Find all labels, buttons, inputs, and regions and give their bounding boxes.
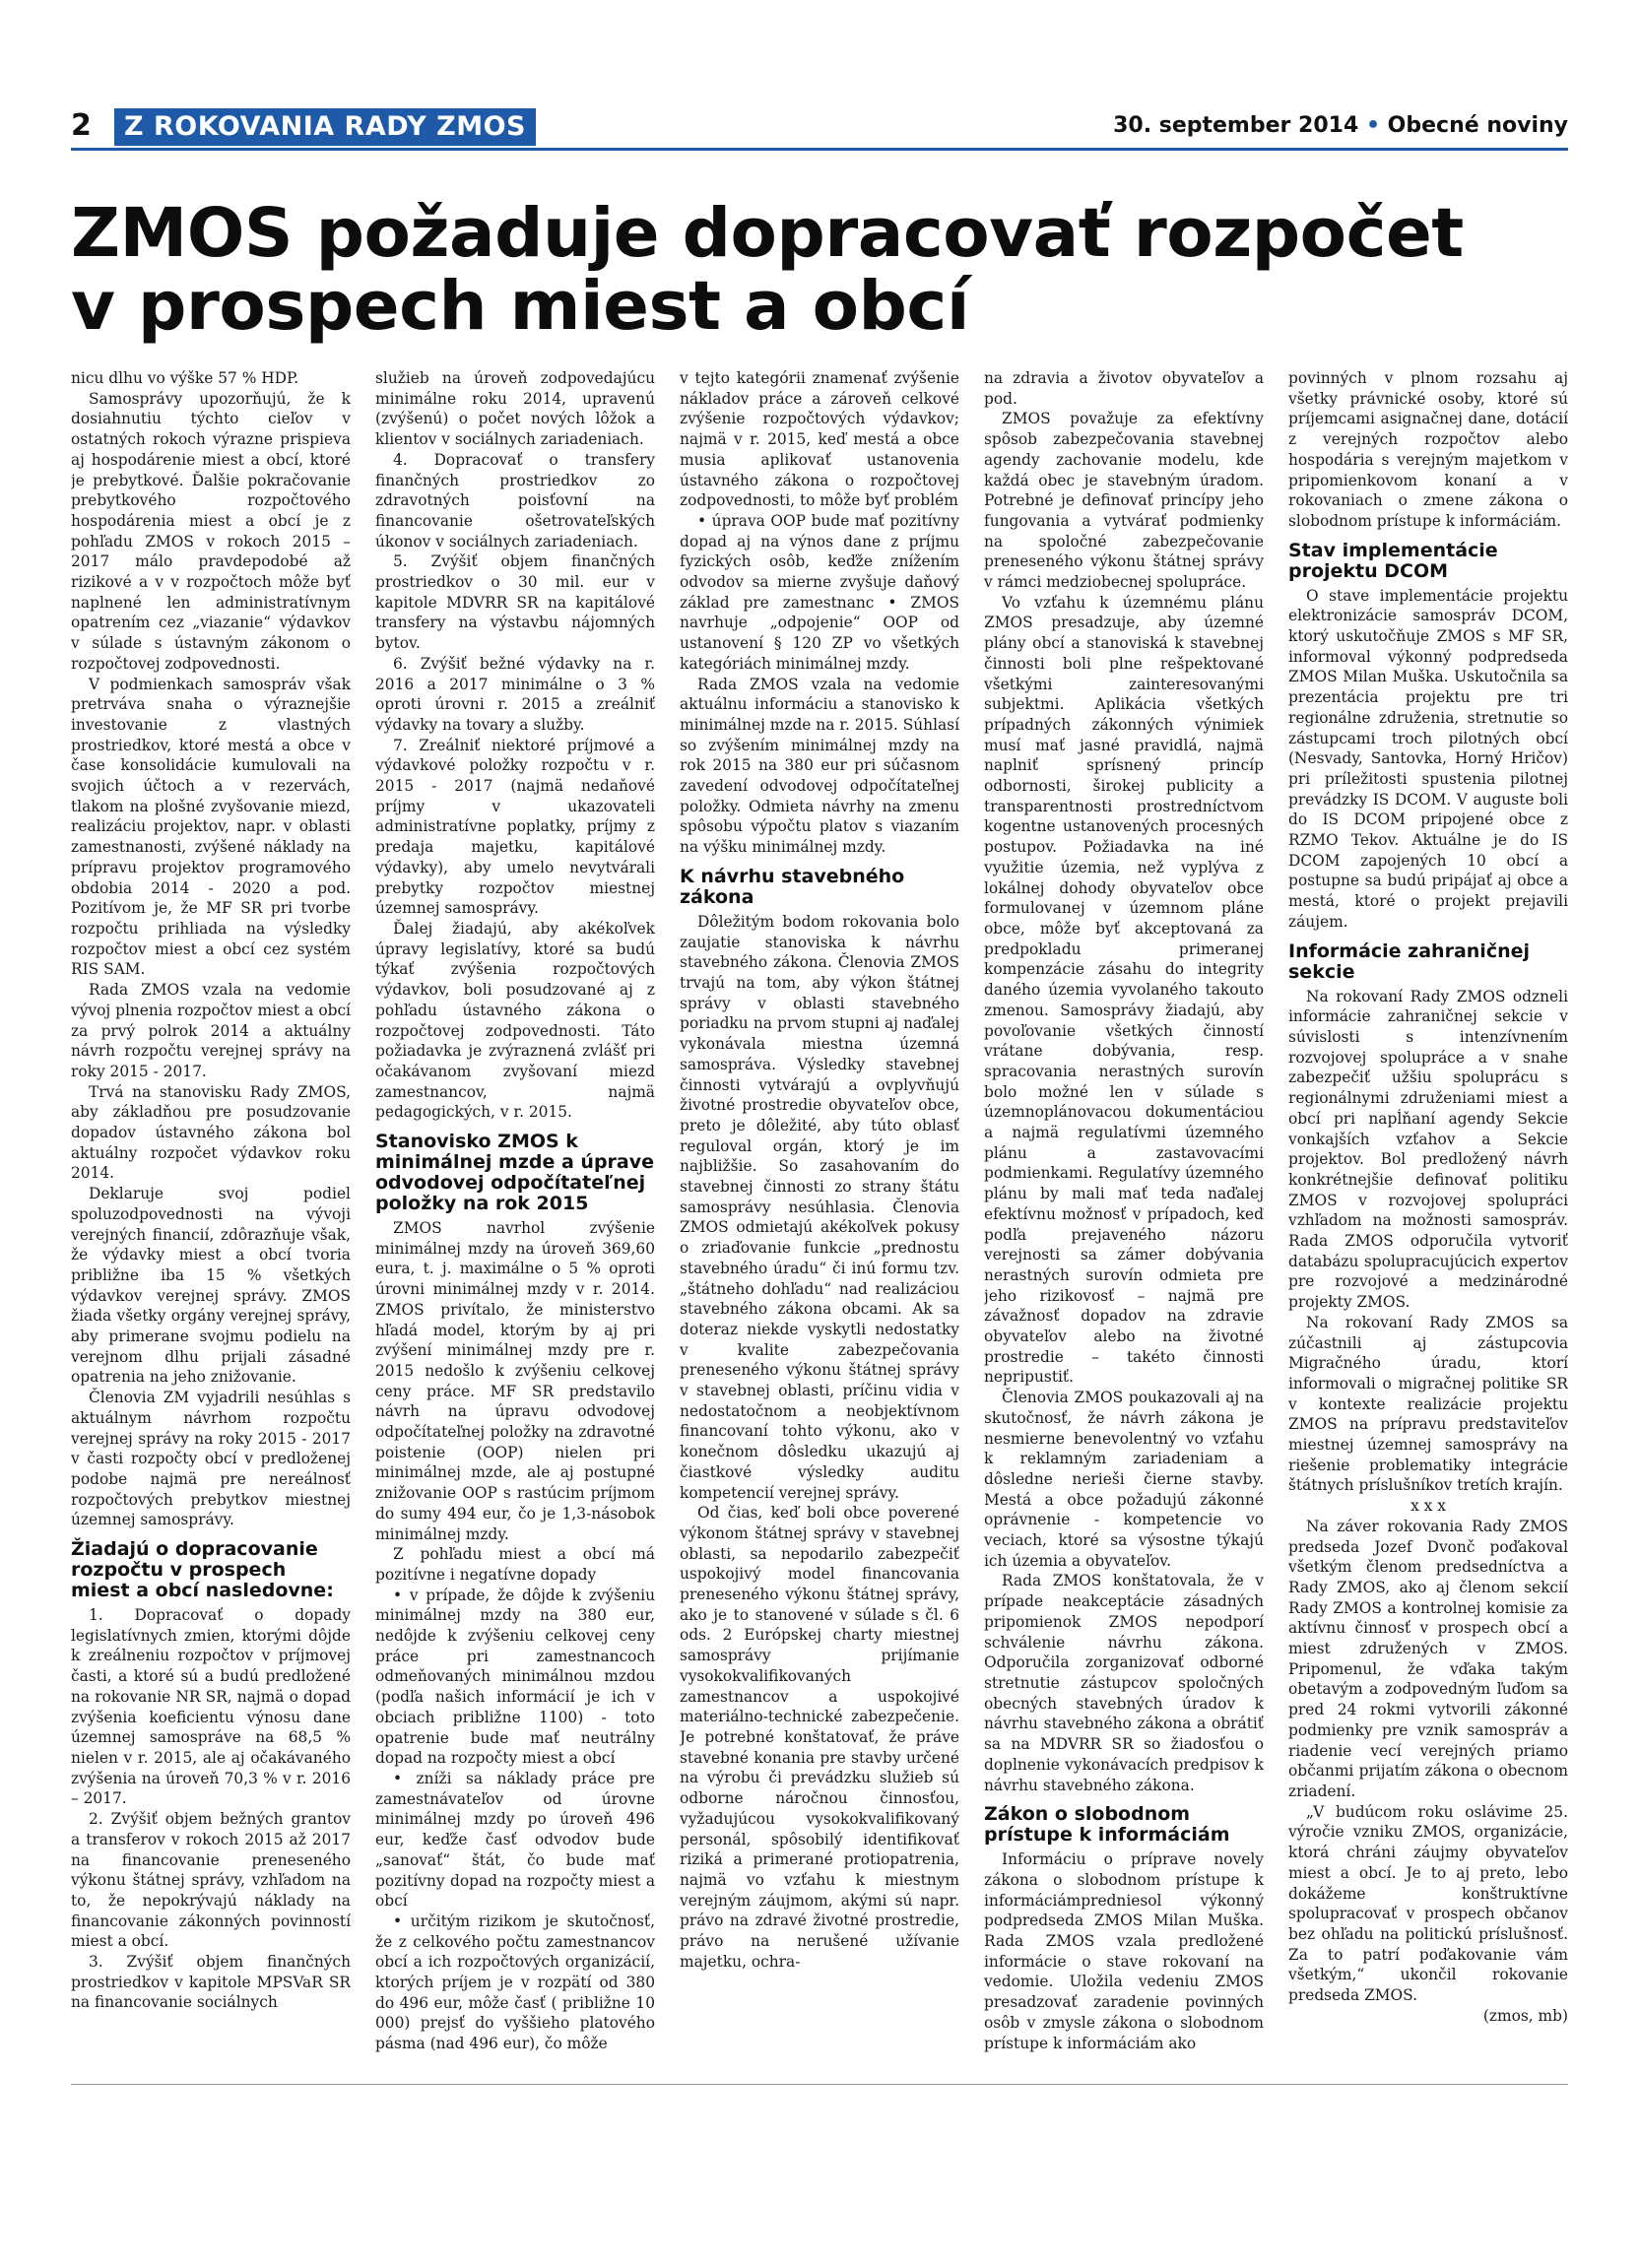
subheading: Stanovisko ZMOS k minimálnej mzde a úprave odvodovej odpočítateľnej položky na rok 2015 <box>375 1131 655 1215</box>
paragraph: na zdravia a životov obyvateľov a pod. <box>984 369 1264 408</box>
paragraph: Od čias, keď boli obce poverené výkonom štátnej správy v stavebnej oblasti, sa nepodarilo zabezpečiť uspokojivý model financovania preneseného výkonu štátnej správy, ako je to stanovené v súlade s čl. 6 ods. 2 Európskej charty miestnej samosprávy prijímanie vysokokvalifikovaných zamestnancov a uspokojivé materiálno-technické zabezpečenie. Je potrebné konštatovať, že práve stavebné konania pre stavby určené na výrobu či prevádzku služieb sú odborne náročnou činnosťou, vyžadujúcou vysokokvalifikovaný personál, spôsobilý identifikovať riziká a primerané protiopatrenia, najmä vo vzťahu k miestnym verejným záujmom, akými sú napr. právo na zdravé životné prostredie, právo na nerušené užívanie majetku, ochra- <box>680 1504 959 1971</box>
paragraph: Ďalej žiadajú, aby akékoľvek úpravy legislatívy, ktoré sa budú týkať zvýšenia rozpočtových výdavkov, boli posudzované aj z pohľadu ústavného zákona o rozpočtovej zodpovednosti. Táto požiadavka je zvýraznená zvlášť pri očakávanom zvyšovaní miezd zamestnancov, najmä pedagogických, v r. 2015. <box>375 919 655 1122</box>
paragraph: ZMOS považuje za efektívny spôsob zabezpečovania stavebnej agendy zachovanie modelu, kde každá obec je stavebným úradom. Potrebné je definovať princípy jeho fungovania a vytvárať podmienky na spoločné zabezpečovanie preneseného výkonu štátnej správy v rámci medziobecnej spolupráce. <box>984 410 1264 592</box>
paragraph: Dôležitým bodom rokovania bolo zaujatie stanoviska k návrhu stavebného zákona. Členovia ZMOS trvajú na tom, aby výkon štátnej správy v oblasti stavebného poriadku na prvom stupni aj naďalej vykonávala miestna územná samospráva. Výsledky stavebnej činnosti vytvárajú a ovplyvňujú životné prostredie obyvateľov obce, preto je dôležité, aby túto oblasť reguloval orgán, ktorý je im najbližšie. So zasahovaním do stavebnej činnosti zo strany štátu samosprávy nesúhlasia. Členovia ZMOS odmietajú akékoľvek pokusy o zriaďovanie funkcie „prednostu stavebného úradu“ či inú formu tzv. „štátneho dohľadu“ nad realizáciou stavebného zákona obcami. Ak sa doteraz niekde vyskytli nedostatky v kvalite zabezpečovania preneseného výkonu štátnej správy v stavebnej oblasti, príčinu vidia v nedostatočnom a neobjektívnom financovaní tohto výkonu, ako v konečnom dôsledku ukazujú aj čiastkové výsledky auditu kompetencií verejnej správy. <box>680 912 959 1502</box>
paragraph: „V budúcom roku oslávime 25. výročie vzniku ZMOS, organizácie, ktorá chráni záujmy obyvateľov miest a obcí. Je to aj preto, lebo dokážeme konštruktívne spolupracovať v prospech občanov bez ohľadu na politickú príslušnosť. Za to patrí poďakovanie vám všetkým,“ ukončil rokovanie predseda ZMOS. <box>1288 1802 1568 2005</box>
paragraph: • určitým rizikom je skutočnosť, že z celkového počtu zamestnancov obcí a ich rozpočtových organizácií, ktorých príjem je v rozpätí od 380 do 496 eur, môže časť ( približne 10 000) prejsť do vyššieho platového pásma (nad 496 eur), čo môže <box>375 1912 655 2053</box>
section-label: Z ROKOVANIA RADY ZMOS <box>114 108 536 146</box>
issue-date: 30. september 2014 <box>1113 113 1359 138</box>
subheading: Žiadajú o dopracovanie rozpočtu v prospech miest a obcí nasledovne: <box>71 1538 334 1602</box>
paragraph: 5. Zvýšiť objem finančných prostriedkov o 30 mil. eur v kapitole MDVRR SR na kapitálové transfery na výstavbu nájomných bytov. <box>375 552 655 653</box>
paragraph: služieb na úroveň zodpovedajúcu minimálne roku 2014, upravenú (zvýšenú) o počet nových lôžok a klientov v sociálnych zariadeniach. <box>375 369 655 449</box>
paragraph: 3. Zvýšiť objem finančných prostriedkov v kapitole MPSVaR SR na financovanie sociálnych <box>71 1953 351 2012</box>
paragraph: Na rokovaní Rady ZMOS odzneli informácie zahraničnej sekcie v súvislosti s intenzívnením rozvojovej spolupráce a v snahe zabezpečiť užšiu spoluprácu s regionálnymi združeniami miest a obcí pri napĺňaní agendy Sekcie vonkajších vzťahov a Sekcie projektov. Bol predložený návrh konkrétnejšie definovať politiku ZMOS v rozvojovej spolupráci vzhľadom na možnosti samospráv. Rada ZMOS odporučila vytvoriť databázu spolupracujúcich expertov pre rozvojové a medzinárodné projekty ZMOS. <box>1288 987 1568 1312</box>
paragraph: Členovia ZM vyjadrili nesúhlas s aktuálnym návrhom rozpočtu verejnej správy na roky 2015 - 2017 v časti rozpočty obcí v predloženej podobe najmä pre nereálnosť rozpočtových prebytkov miestnej územnej samosprávy. <box>71 1389 351 1529</box>
headline-line-2: v prospech miest a obcí <box>71 267 969 346</box>
paragraph: Na záver rokovania Rady ZMOS predseda Jozef Dvonč poďakoval všetkým členom predsedníctva a Rady ZMOS, ako aj členom sekcií Rady ZMOS a kontrolnej komisie za aktívnu činnosť v prospech obcí a miest združených v ZMOS. Pripomenul, že vďaka takým obetavým a zodpovedným ľuďom sa pred 24 rokmi vytvorili zákonné podmienky pre vznik samospráv a riadenie vecí verejných priamo občanmi prijatím zákona o obecnom zriadení. <box>1288 1517 1568 1800</box>
paragraph: Vo vzťahu k územnému plánu ZMOS presadzuje, aby územné plány obcí a stanoviská k stavebnej činnosti boli plne rešpektované všetkými zainteresovanými subjektmi. Aplikácia všetkých prípadných zákonných výnimiek musí mať jasné pravidlá, najmä naplniť sprísnený princíp odbornosti, širokej publicity a transparentnosti prostredníctvom kogentne ustanovených procesných postupov. Požiadavka na iné využitie územia, než vyplýva z lokálnej dohody obyvateľov obce formulovanej v územnom pláne obce, môže byť akceptovaná za predpokladu primeranej kompenzácie zásahu do integrity daného územia vyvolaného takouto zmenou. Samosprávy žiadajú, aby povoľovanie všetkých činností vrátane dobývania, resp. spracovania nerastných surovín bolo možné len v súlade s územnoplánovacou dokumentáciou a najmä regulatívmi územného plánu a zastavovacími podmienkami. Regulatívy územného plánu by mali mať teda naďalej efektívnu možnosť v prípadoch, keď podľa prejaveného názoru verejnosti sa zámer dobývania nerastných surovín odmieta pre jeho rizikovosť – najmä pre závažnosť dopadov na zdravie obyvateľov alebo na životné prostredie – takéto činnosti nepripustiť. <box>984 593 1264 1387</box>
paragraph: • úprava OOP bude mať pozitívny dopad aj na výnos dane z príjmu fyzických osôb, keďže znížením odvodov sa mierne zvyšuje daňový základ pre zamestnanc • ZMOS navrhuje „odpojenie“ OOP od ustanovení § 120 ZP vo všetkých kategóriách minimálnej mzdy. <box>680 511 959 673</box>
publication-name: Obecné noviny <box>1387 113 1568 138</box>
subheading: K návrhu stavebného zákona <box>680 865 905 908</box>
paragraph: nicu dlhu vo výške 57 % HDP. <box>71 369 299 387</box>
paragraph: Rada ZMOS vzala na vedomie aktuálnu informáciu a stanovisko k minimálnej mzde na r. 2015. Súhlasí so zvýšením minimálnej mzdy na rok 2015 na 380 eur pri súčasnom zavedení odvodovej odpočítateľnej položky. Odmieta návrhy na zmenu spôsobu výpočtu platov s viazaním na výšku minimálnej mzdy. <box>680 675 959 857</box>
article-headline <box>71 194 1568 346</box>
page-number: 2 <box>71 108 92 143</box>
page-header <box>71 106 1568 146</box>
paragraph: 6. Zvýšiť bežné výdavky na r. 2016 a 2017 minimálne o 3 % oproti úrovni r. 2015 a zreálniť výdavky na tovary a služby. <box>375 654 655 734</box>
paragraph: Na rokovaní Rady ZMOS sa zúčastnili aj zástupcovia Migračného úradu, ktorí informovali o migračnej politike SR v kontexte realizácie projektu ZMOS na prípravu predstaviteľov miestnej územnej samosprávy na riešenie problematiky integrácie štátnych príslušníkov tretích krajín. <box>1288 1313 1568 1495</box>
headline-line-1: ZMOS požaduje dopracovať rozpočet <box>71 194 1464 273</box>
paragraph: Samosprávy upozorňujú, že k dosiahnutiu týchto cieľov v ostatných rokoch výrazne prispieva aj hospodárenie miest a obcí, ktoré je prebytkové. Ďalšie pokračovanie prebytkového rozpočtového hospodárenia miest a obcí je z pohľadu ZMOS v rokoch 2015 – 2017 málo pravdepodobé až rizikové a v v rozpočtoch môže byť naplnené len administratívnym opatrením cez „viazanie“ výdavkov v súlade s ústavným zákonom o rozpočtovej zodpovednosti. <box>71 389 351 673</box>
issue-info <box>1113 106 1568 146</box>
byline: (zmos, mb) <box>1482 2006 1568 2025</box>
text-column-3 <box>680 368 959 2077</box>
paragraph: Deklaruje svoj podiel spoluzodpovednosti na vývoji verejných financií, zdôrazňuje však, že výdavky miest a obcí tvoria približne iba 15 % všetkých výdavkov verejnej správy. ZMOS žiada všetky orgány verejnej správy, aby primerane svojmu podielu na verejnom dlhu prijali zásadné opatrenia na jeho znižovanie. <box>71 1185 351 1387</box>
paragraph: Z pohľadu miest a obcí má pozitívne i negatívne dopady <box>375 1545 655 1584</box>
separator-dot: • <box>1365 113 1380 138</box>
paragraph: 1. Dopracovať o dopady legislatívnych zmien, ktorými dôjde k zreálneniu rozpočtov v príjmovej časti, a ktoré sú a budú predložené na rokovanie NR SR, najmä o dopad zvýšenia koeficientu výnosu dane územnej samospráve na 68,5 % nielen v r. 2015, ale aj očakávaného zvýšenia na úroveň 70,3 % v r. 2016 – 2017. <box>71 1606 351 1808</box>
paragraph: 2. Zvýšiť objem bežných grantov a transferov v rokoch 2015 až 2017 na financovanie preneseného výkonu štátnej správy, vzhľadom na to, že nepokrývajú náklady na financovanie zákonných povinností miest a obcí. <box>71 1810 351 1951</box>
paragraph: O stave implementácie projektu elektronizácie samospráv DCOM, ktorý uskutočňuje ZMOS s MF SR, informoval výkonný podpredseda ZMOS Milan Muška. Uskutočnila sa prezentácia projektu pre tri regionálne združenia, stretnutie so zástupcami troch pilotných obcí (Nesvady, Santovka, Horný Hričov) pri príležitosti spustenia pilotnej prevádzky IS DCOM. V auguste boli do IS DCOM pripojené obce z RZMO Tekov. Aktuálne je do IS DCOM zapojených 10 obcí a postupne sa budú pripájať aj obce a mestá, ktoré o projekt prejavili záujem. <box>1288 586 1568 931</box>
paragraph: 7. Zreálniť niektoré príjmové a výdavkové položky rozpočtu v r. 2015 - 2017 (najmä nedaňové príjmy v ukazovateli administratívne poplatky, príjmy z predaja majetku, kapitálové výdavky), aby umelo nevytvárali prebytky rozpočtov miestnej územnej samosprávy. <box>375 736 655 918</box>
paragraph: Členovia ZMOS poukazovali aj na skutočnosť, že návrh zákona je nesmierne benevolentný vo vzťahu k reklamným zariadeniam a dôsledne nerieši čierne stavby. Mestá a obce požadujú zákonné oprávnenie - kompetencie vo veciach, ktoré sa výsostne týkajú ich územia a obyvateľov. <box>984 1389 1264 1570</box>
paragraph: V podmienkach samospráv však pretrváva snaha o výraznejšie investovanie z vlastných prostriedkov, ktoré mestá a obce v čase konsolidácie kumulovali na svojich účtoch a v rezervách, tlakom na plošné zvyšovanie miezd, realizáciu projektov, napr. v oblasti zamestnanosti, zvýšené náklady na prípravu projektov programového obdobia 2014 - 2020 a pod. Pozitívom je, že MF SR pri tvorbe rozpočtu prihliada na výsledky rozpočtov miest a obcí cez systém RIS SAM. <box>71 675 351 979</box>
article-body <box>71 368 1568 2077</box>
paragraph: ZMOS navrhol zvýšenie minimálnej mzdy na úroveň 369,60 eura, t. j. maximálne o 5 % oproti úrovni minimálnej mzdy v r. 2014. ZMOS privítalo, že ministerstvo hľadá model, ktorým by aj pri zvýšení minimálnej mzdy pre r. 2015 nedošlo k zvýšeniu celkovej ceny práce. MF SR predstavilo návrh na úpravu odvodovej odpočítateľnej položky na zdravotné poistenie (OOP) nielen pri minimálnej mzde, ale aj postupné znižovanie OOP s rastúcim príjmom do sumy 494 eur, čo je 1,3-násobok minimálnej mzdy. <box>375 1219 655 1543</box>
subheading: Stav implementácie projektu DCOM <box>1288 539 1498 582</box>
paragraph: povinných v plnom rozsahu aj všetky právnické osoby, ktoré sú príjemcami asignačnej dane, dotácií z verejných rozpočtov alebo hospodária s verejným majetkom v pripomienkovom konaní a v rokovaniach o zmene zákona o slobodnom prístupe k informáciám. <box>1288 369 1568 530</box>
paragraph: • zníži sa náklady práce pre zamestnávateľov od úrovne minimálnej mzdy po úroveň 496 eur, keďže časť odvodov bude „sanovať“ štát, čo bude mať pozitívny dopad na rozpočty miest a obcí <box>375 1770 655 1911</box>
paragraph: v tejto kategórii znamenať zvýšenie nákladov práce a zároveň celkové zvýšenie rozpočtových výdavkov; najmä v r. 2015, keď mestá a obce musia aplikovať ustanovenia ústavného zákona o rozpočtovej zodpovednosti, to môže byť problém <box>680 369 959 510</box>
paragraph: • v prípade, že dôjde k zvýšeniu minimálnej mzdy na 380 eur, nedôjde k zvýšeniu celkovej ceny práce pri zamestnancoch odmeňovaných minimálnou mzdou (podľa našich informácií je ich v obciach približne 1100) - toto opatrenie bude mať neutrálny dopad na rozpočty miest a obcí <box>375 1586 655 1768</box>
paragraph: Informáciu o príprave novely zákona o slobodnom prístupe k informáciámpredniesol výkonný podpredseda ZMOS Milan Muška. Rada ZMOS vzala predložené informácie o stave rokovaní na vedomie. Uložila vedeniu ZMOS presadzovať zaradenie povinných osôb v zmysle zákona o slobodnom prístupe k informáciám ako <box>984 1850 1264 2052</box>
text-column-5 <box>1288 368 1568 2077</box>
text-column-4 <box>984 368 1264 2077</box>
footer-rule <box>71 2084 1568 2085</box>
section-divider: x x x <box>1410 1497 1446 1516</box>
header-rule <box>71 148 1568 151</box>
text-column-1 <box>71 368 351 2077</box>
paragraph: Rada ZMOS konštatovala, že v prípade neakceptácie zásadných pripomienok ZMOS nepodporí schválenie návrhu zákona. Odporučila zorganizovať odborné stretnutie zástupcov spoločných obecných stavebných úradov k návrhu stavebného zákona a obrátiť sa na MDVRR SR so žiadosťou o doplnenie vykonávacích predpisov k návrhu stavebného zákona. <box>984 1572 1264 1794</box>
subheading: Informácie zahraničnej sekcie <box>1288 940 1531 983</box>
paragraph: Rada ZMOS vzala na vedomie vývoj plnenia rozpočtov miest a obcí za prvý polrok 2014 a aktuálny návrh rozpočtu verejnej správy na roky 2015 - 2017. <box>71 981 351 1080</box>
paragraph: Trvá na stanovisku Rady ZMOS, aby základňou pre posudzovanie dopadov ústavného zákona bol aktuálny rozpočet výdavkov roku 2014. <box>71 1082 351 1183</box>
text-column-2 <box>375 368 655 2077</box>
subheading: Zákon o slobodnom prístupe k informáciám <box>984 1803 1230 1847</box>
paragraph: 4. Dopracovať o transfery finančných prostriedkov zo zdravotných poisťovní na financovanie ošetrovateľských úkonov v sociálnych zariadeniach. <box>375 450 655 551</box>
